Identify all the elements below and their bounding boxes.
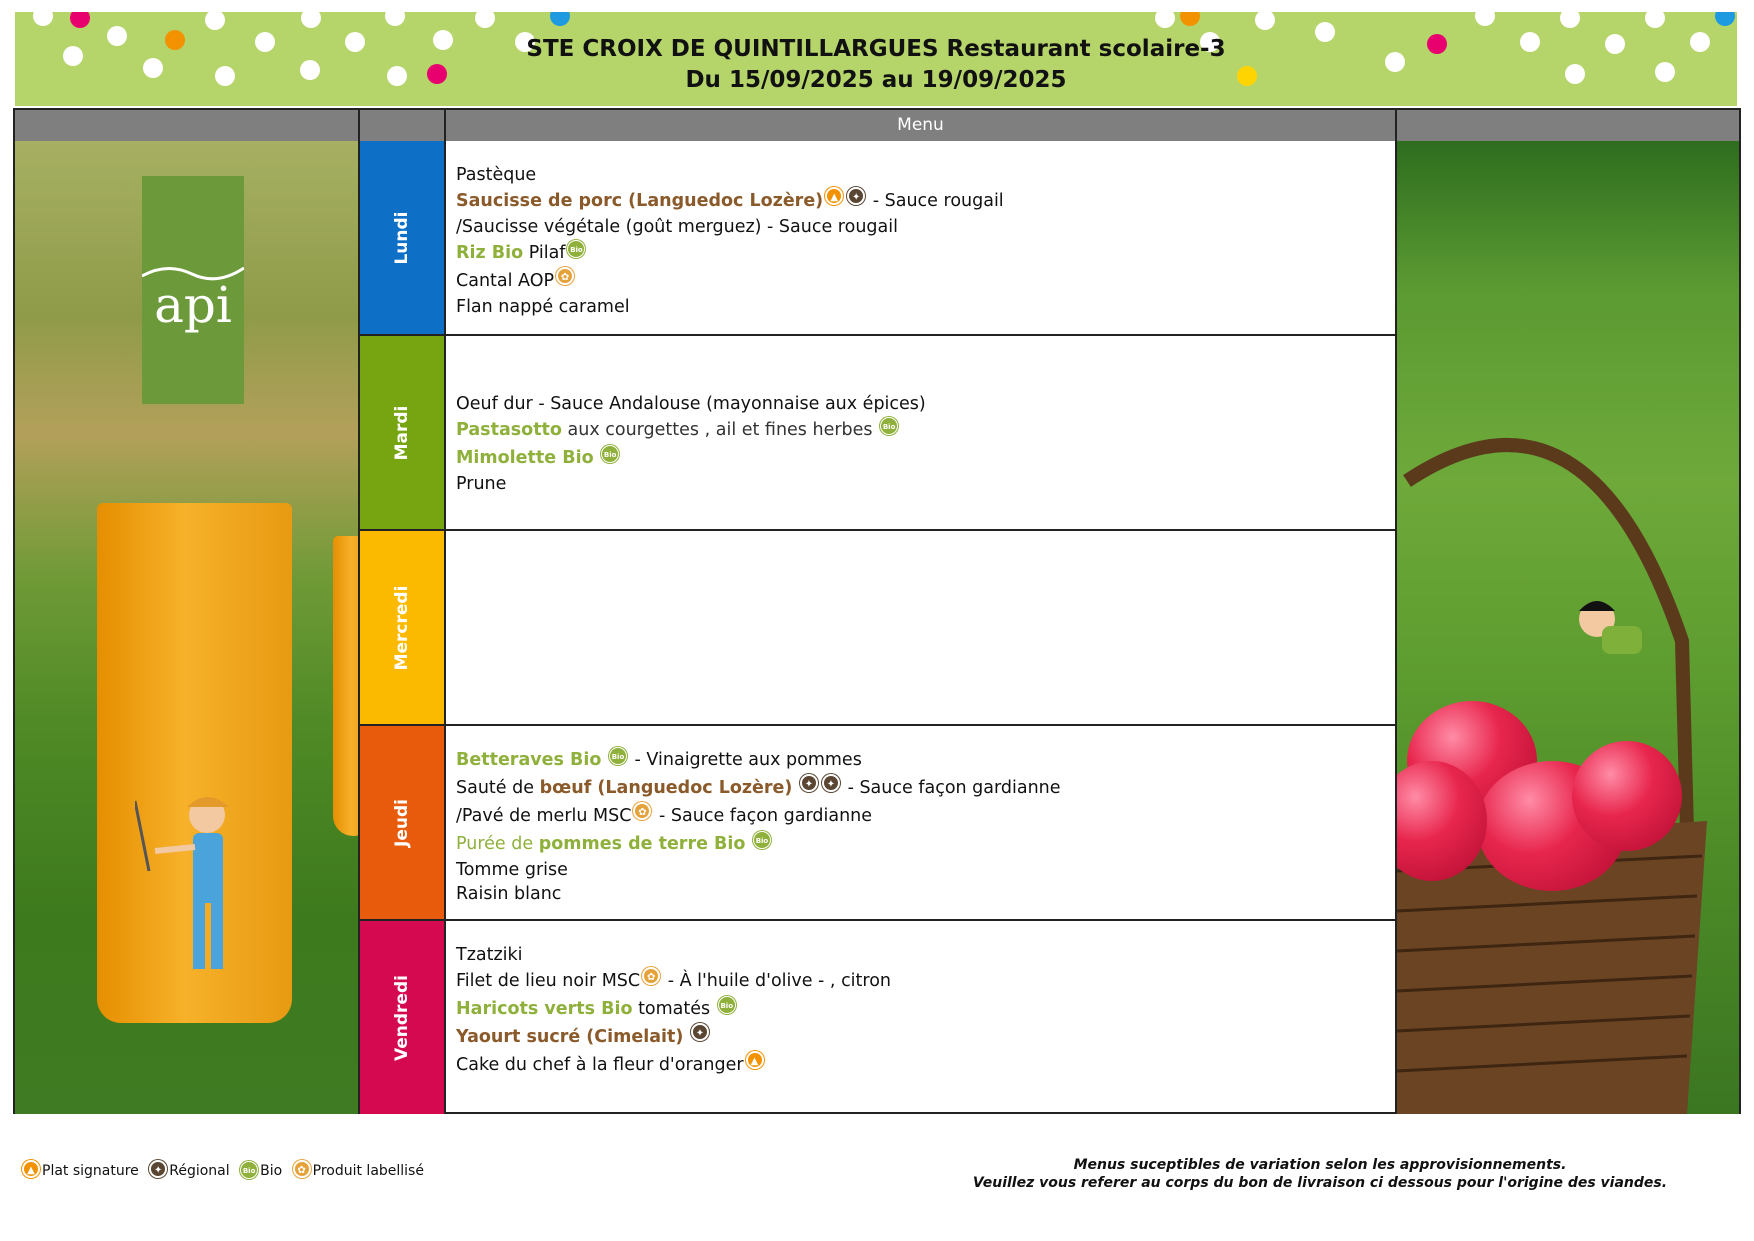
dish-line: Sauté de bœuf (Languedoc Lozère) ✦ ✦ - Sauce façon gardianne <box>456 774 1385 802</box>
day-label-mercredi: Mercredi <box>360 531 446 726</box>
label-icon: ✿ <box>642 967 660 985</box>
title-line-school: STE CROIX DE QUINTILLARGUES Restaurant scolaire-3 <box>526 36 1226 62</box>
dish-line: Betteraves Bio Bio - Vinaigrette aux pommes <box>456 746 1385 774</box>
dish-line: Haricots verts Bio tomatés Bio <box>456 995 1385 1023</box>
region-icon: ✦ <box>822 774 840 792</box>
menu-cell-jeudi <box>446 726 1397 921</box>
right-photo-apple-basket <box>1397 141 1739 1114</box>
label-icon: ✿ <box>633 802 651 820</box>
menu-cell-mercredi <box>446 531 1397 726</box>
legend-bio: Bio <box>260 1163 283 1179</box>
api-logo <box>142 176 244 404</box>
day-label-mardi: Mardi <box>360 336 446 531</box>
dish-line: /Saucisse végétale (goût merguez) - Sauce rougail <box>456 217 898 237</box>
footer-line-2: Veuillez vous referer au corps du bon de livraison ci dessous pour l'origine des viandes. <box>972 1175 1668 1191</box>
dish-line: Mimolette Bio Bio <box>456 444 1385 472</box>
region-icon: ✦ <box>149 1160 167 1178</box>
dish-line: Flan nappé caramel <box>456 297 630 317</box>
header-cell-day <box>360 110 446 141</box>
day-label-lundi: Lundi <box>360 141 446 336</box>
api-logo-text: api <box>154 276 232 334</box>
dish-line: Cake du chef à la fleur d'oranger ▲ <box>456 1051 1385 1079</box>
header-cell-left <box>15 110 360 141</box>
chef-hat-icon: ▲ <box>825 187 843 205</box>
footer-line-1: Menus suceptibles de variation selon les approvisionnements. <box>1073 1157 1567 1173</box>
dish-line: Raisin blanc <box>456 884 562 904</box>
gardener-illustration <box>135 781 265 991</box>
bio-leaf-icon: Bio <box>601 445 619 463</box>
dish-line: Purée de pommes de terre Bio Bio <box>456 830 1385 858</box>
dish-line: Riz Bio Pilaf Bio <box>456 239 1385 267</box>
dish-line: Saucisse de porc (Languedoc Lozère) ▲ ✦ - Sauce rougail <box>456 187 1385 215</box>
menu-table <box>13 108 1741 1114</box>
header-cell-right <box>1397 110 1739 141</box>
header-banner <box>15 12 1737 106</box>
left-photo-boots <box>15 141 360 1114</box>
bio-leaf-icon: Bio <box>567 240 585 258</box>
day-label-jeudi: Jeudi <box>360 726 446 921</box>
legend-signature: Plat signature <box>42 1163 139 1179</box>
label-icon: ✿ <box>556 267 574 285</box>
day-label-vendredi: Vendredi <box>360 921 446 1114</box>
region-icon: ✦ <box>800 774 818 792</box>
icon-legend <box>20 1160 424 1182</box>
dish-line: Tzatziki <box>456 945 523 965</box>
dish-line: Filet de lieu noir MSC ✿ - À l'huile d'olive - , citron <box>456 967 1385 995</box>
region-icon: ✦ <box>691 1023 709 1041</box>
apple-image <box>1572 741 1682 851</box>
menu-cell-mardi <box>446 336 1397 531</box>
bio-leaf-icon: Bio <box>753 831 771 849</box>
header-cell-menu: Menu <box>446 110 1397 141</box>
dish-line: /Pavé de merlu MSC ✿ - Sauce façon gardianne <box>456 802 1385 830</box>
dish-line: Oeuf dur - Sauce Andalouse (mayonnaise aux épices) <box>456 394 926 414</box>
legend-labelled: Produit labellisé <box>312 1163 424 1179</box>
menu-cell-vendredi <box>446 921 1397 1114</box>
bio-leaf-icon: Bio <box>240 1161 258 1179</box>
dish-line: Cantal AOP ✿ <box>456 267 1385 295</box>
title-line-dates: Du 15/09/2025 au 19/09/2025 <box>685 67 1067 93</box>
bio-leaf-icon: Bio <box>718 996 736 1014</box>
dish-line: Pastasotto aux courgettes , ail et fines herbes Bio <box>456 416 1385 444</box>
footer-disclaimer <box>950 1156 1690 1192</box>
chef-hat-icon: ▲ <box>22 1160 40 1178</box>
chef-hat-icon: ▲ <box>746 1051 764 1069</box>
dish-line: Yaourt sucré (Cimelait) ✦ <box>456 1023 1385 1051</box>
label-icon: ✿ <box>293 1160 311 1178</box>
dish-line: Prune <box>456 474 507 494</box>
dish-line: Pastèque <box>456 165 537 185</box>
region-icon: ✦ <box>847 187 865 205</box>
menu-cell-lundi <box>446 141 1397 336</box>
bio-leaf-icon: Bio <box>880 417 898 435</box>
dish-line: Tomme grise <box>456 860 568 880</box>
bio-leaf-icon: Bio <box>609 747 627 765</box>
legend-regional: Régional <box>169 1163 230 1179</box>
basket-illustration <box>1397 141 1739 1114</box>
menu-title <box>15 34 1737 96</box>
boot-image-2 <box>333 536 360 836</box>
